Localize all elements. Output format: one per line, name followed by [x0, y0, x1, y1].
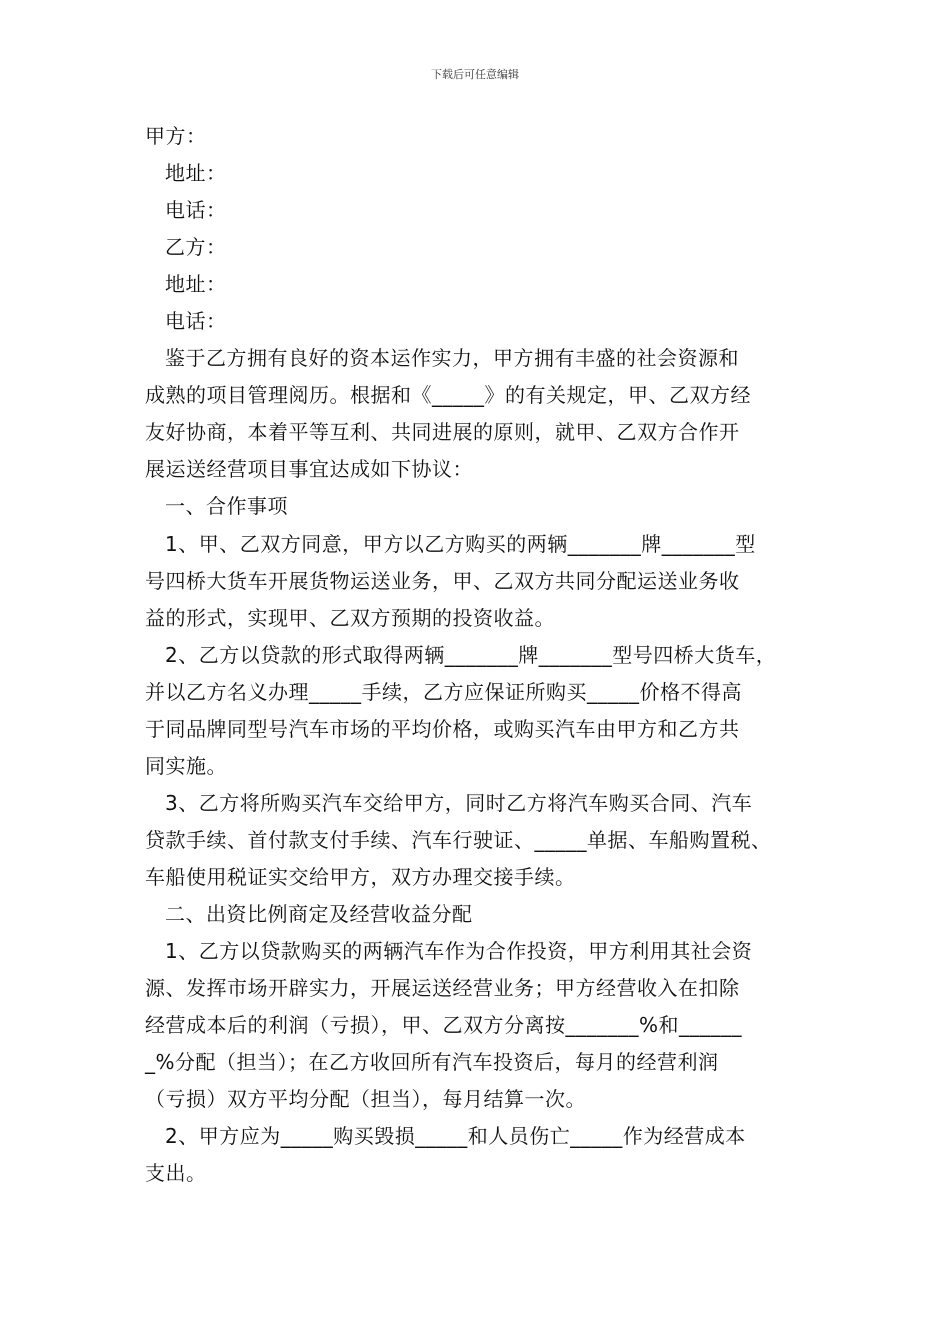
clause-line: 1、乙方以贷款购买的两辆汽车作为合作投资，甲方利用其社会资 — [165, 939, 753, 963]
clause-line: 同实施。 — [145, 754, 227, 778]
clause-line: 贷款手续、首付款支付手续、汽车行驶证、_____单据、车船购置税、 — [145, 828, 772, 852]
clause-line: 车船使用税证实交给甲方，双方办理交接手续。 — [145, 865, 576, 889]
party-b-phone-label: 电话： — [165, 309, 227, 333]
clause-line: 经营成本后的利润（亏损），甲、乙双方分离按_______%和______ — [145, 1013, 743, 1037]
party-a-address-label: 地址： — [165, 161, 227, 185]
party-a-phone-label: 电话： — [165, 198, 227, 222]
clause-line: 2、甲方应为_____购买毁损_____和人员伤亡_____作为经营成本 — [165, 1124, 746, 1148]
preamble-line: 鉴于乙方拥有良好的资本运作实力，甲方拥有丰盛的社会资源和 — [165, 346, 739, 370]
clause-line: （亏损）双方平均分配（担当），每月结算一次。 — [145, 1087, 586, 1111]
clause-line: 号四桥大货车开展货物运送业务，甲、乙双方共同分配运送业务收 — [145, 569, 740, 593]
clause-line: 源、发挥市场开辟实力，开展运送经营业务；甲方经营收入在扣除 — [145, 976, 740, 1000]
page-header: 下载后可任意编辑 — [431, 68, 519, 81]
preamble-line: 展运送经营项目事宜达成如下协议： — [145, 457, 473, 481]
party-b-label: 乙方： — [165, 235, 227, 259]
clause-line: 1、甲、乙双方同意，甲方以乙方购买的两辆_______牌_______型 — [165, 532, 756, 556]
clause-line: 于同品牌同型号汽车市场的平均价格，或购买汽车由甲方和乙方共 — [145, 717, 740, 741]
preamble-line: 友好协商，本着平等互利、共同进展的原则，就甲、乙双方合作开 — [145, 420, 740, 444]
party-a-label: 甲方： — [145, 124, 207, 148]
clause-line: 支出。 — [145, 1161, 207, 1185]
section-heading-investment: 二、出资比例商定及经营收益分配 — [165, 902, 473, 926]
clause-line: 2、乙方以贷款的形式取得两辆_______牌_______型号四桥大货车， — [165, 643, 777, 667]
section-heading-cooperation: 一、合作事项 — [165, 494, 288, 518]
clause-line: 并以乙方名义办理_____手续，乙方应保证所购买_____价格不得高 — [145, 680, 742, 704]
party-b-address-label: 地址： — [165, 272, 227, 296]
clause-line: 3、乙方将所购买汽车交给甲方，同时乙方将汽车购买合同、汽车 — [165, 791, 753, 815]
clause-line: 益的形式，实现甲、乙双方预期的投资收益。 — [145, 606, 555, 630]
preamble-line: 成熟的项目管理阅历。根据和《_____》的有关规定，甲、乙双方经 — [145, 383, 751, 407]
clause-line: _%分配（担当）；在乙方收回所有汽车投资后，每月的经营利润 — [145, 1050, 719, 1074]
